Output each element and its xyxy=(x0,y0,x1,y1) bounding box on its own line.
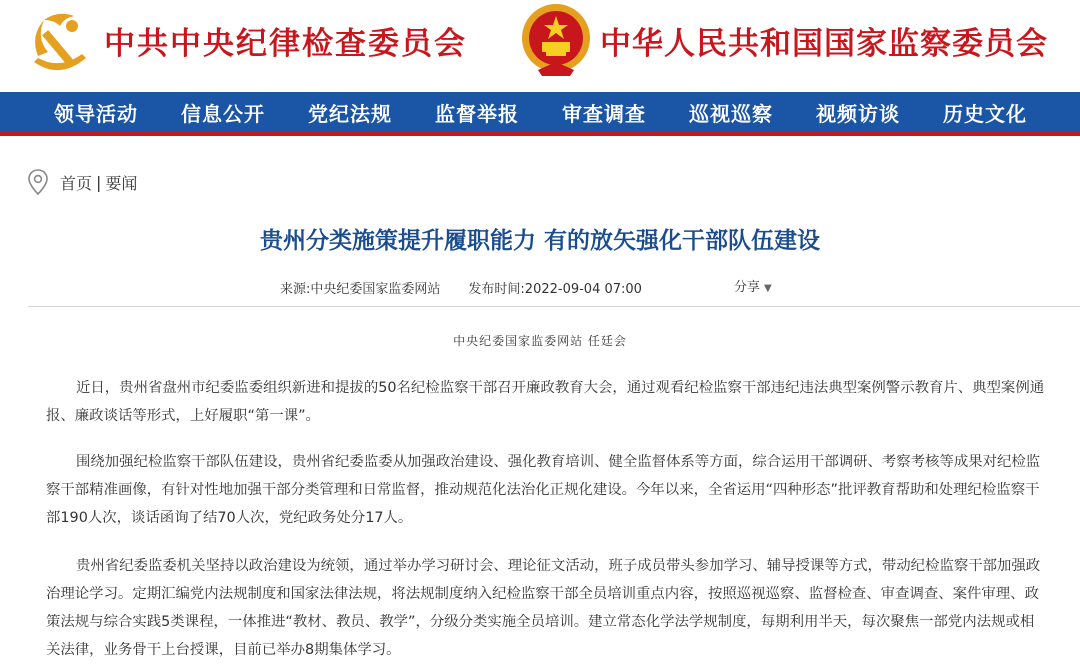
site-title-ccdi[interactable]: 中共中央纪律检查委员会 xyxy=(104,26,467,62)
source-label: 来源: xyxy=(280,282,311,297)
share-button[interactable] xyxy=(734,276,772,295)
location-pin-icon xyxy=(26,168,50,196)
nav-item-leadership[interactable]: 领导活动 xyxy=(54,101,138,126)
nav-item-video[interactable]: 视频访谈 xyxy=(816,101,900,126)
main-nav xyxy=(0,92,1080,136)
nav-item-regulations[interactable]: 党纪法规 xyxy=(308,101,392,126)
article-meta xyxy=(280,278,642,297)
meta-divider xyxy=(28,306,1080,307)
article-paragraph: 贵州省纪委监委机关坚持以政治建设为统领，通过举办学习研讨会、理论征文活动，班子成员带头参加学习、辅导授课等方式，带动纪检监察干部加强政治理论学习。定期汇编党内法规制度和国家法律法规，将法规制度纳入纪检监察干部全员培训重点内容，按照巡视巡察、监督检查、审查调查、案件审理、政策法规与综合实践5类课程，一体推进“教材、教员、教学”，分级分类实施全员培训。建立常态化学法学规制度，每期利用半天，每次聚焦一部党内法规或相关法律，业务骨干上台授课，目前已举办8期集体学习。 xyxy=(46,558,1041,658)
site-title-nsc[interactable]: 中华人民共和国国家监察委员会 xyxy=(600,26,1048,62)
breadcrumb xyxy=(26,168,137,196)
time-value: 2022-09-04 07:00 xyxy=(524,282,642,297)
share-label: 分享 xyxy=(734,280,761,295)
nav-item-disclosure[interactable]: 信息公开 xyxy=(181,101,265,126)
article-title: 贵州分类施策提升履职能力 有的放矢强化干部队伍建设 xyxy=(259,228,820,254)
breadcrumb-current[interactable]: 要闻 xyxy=(105,173,138,193)
breadcrumb-home[interactable]: 首页 xyxy=(60,173,93,193)
nav-item-history[interactable]: 历史文化 xyxy=(943,101,1027,126)
article-paragraph: 近日，贵州省盘州市纪委监委组织新进和提拔的50名纪检监察干部召开廉政教育大会，通过观看纪检监察干部违纪违法典型案例警示教育片、典型案例通报、廉政谈话等形式，上好履职“第一课”。 xyxy=(46,380,1045,424)
national-emblem-icon xyxy=(520,2,592,78)
article-paragraph: 围绕加强纪检监察干部队伍建设，贵州省纪委监委从加强政治建设、强化教育培训、健全监督体系等方面，综合运用干部调研、考察考核等成果对纪检监察干部精准画像，有针对性地加强干部分类管理和日常监督，推动规范化法治化正规化建设。今年以来，全省运用“四种形态”批评教育帮助和处理纪检监察干部190人次，谈话函询了结70人次，党纪政务处分17人。 xyxy=(46,454,1041,526)
nav-item-report[interactable]: 监督举报 xyxy=(435,101,519,126)
source-value: 中央纪委国家监委网站 xyxy=(310,282,441,297)
party-emblem-icon xyxy=(24,6,96,78)
time-label: 发布时间: xyxy=(468,282,525,297)
site-header xyxy=(0,0,1080,92)
chevron-down-icon: ▼ xyxy=(764,283,772,294)
breadcrumb-separator: | xyxy=(96,172,102,192)
article-byline: 中央纪委国家监委网站 任廷会 xyxy=(453,334,627,348)
nav-item-investigation[interactable]: 审查调查 xyxy=(562,101,646,126)
nav-item-inspection[interactable]: 巡视巡察 xyxy=(689,101,773,126)
